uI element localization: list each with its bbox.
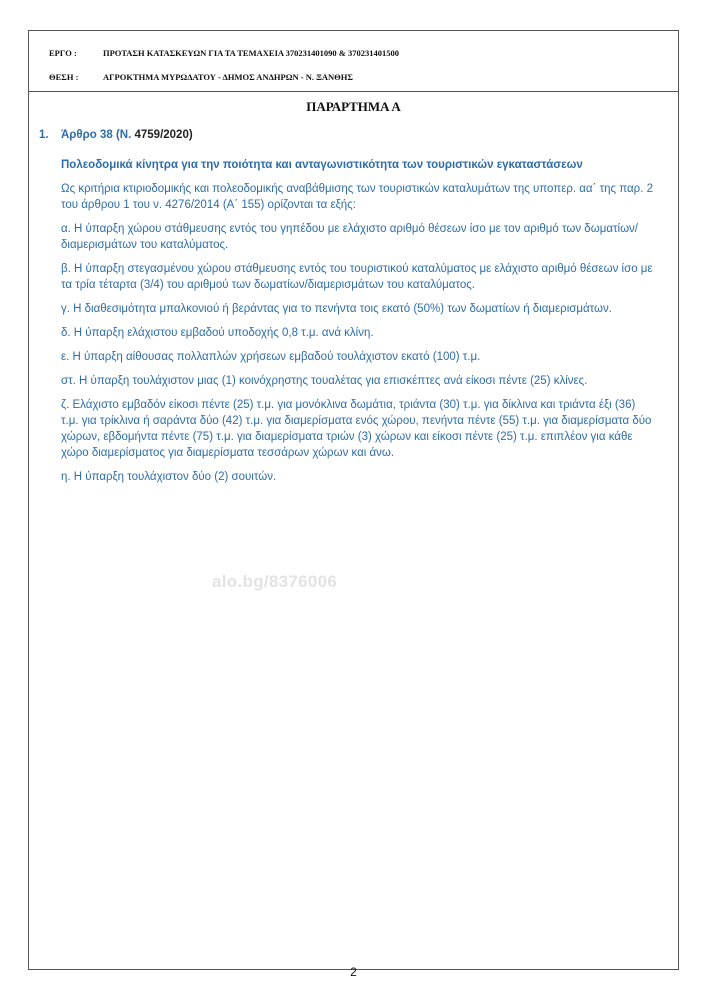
article-heading: [39, 127, 653, 143]
article-number: 1.: [39, 129, 49, 141]
criterion-eta: η. Η ύπαρξη τουλάχιστον δύο (2) σουιτών.: [61, 471, 277, 483]
intro-paragraph: Ως κριτήρια κτιριοδομικής και πολεοδομικής αναβάθμισης των τουριστικών καταλυμάτων της υποπερ. αα΄ της παρ. 2 του άρθρου 1 του ν. 4276/2014 (Α΄ 155) ορίζονται τα εξής:: [61, 183, 653, 211]
criterion-alpha: α. Η ύπαρξη χώρου στάθμευσης εντός του γηπέδου με ελάχιστο αριθμό θέσεων ίσο με τον αριθμό των δωματίων/διαμερισμάτων του καταλύματος.: [61, 223, 638, 251]
criterion-epsilon: ε. Η ύπαρξη αίθουσας πολλαπλών χρήσεων εμβαδού τουλάχιστον εκατό (100) τ.μ.: [61, 351, 481, 363]
thesi-label: ΘΕΣΗ :: [49, 72, 79, 82]
ergo-value: ΠΡΟΤΑΣΗ ΚΑΤΑΣΚΕΥΩΝ ΓΙΑ ΤΑ ΤΕΜΑΧΕΙΑ 370231401090 & 370231401500: [103, 48, 400, 58]
criterion-st: στ. Η ύπαρξη τουλάχιστον μιας (1) κοινόχρηστης τουαλέτας για επισκέπτες ανά είκοσι πέντε (25) κλίνες.: [61, 375, 588, 387]
annex-title: ΠΑΡΑΡΤΗΜΑ Α: [306, 99, 401, 114]
header-separator: [29, 91, 678, 92]
document-body: [39, 127, 653, 493]
article-law: 4759/2020): [134, 129, 193, 141]
thesi-value: ΑΓΡΟΚΤΗΜΑ ΜΥΡΩΔΑΤΟΥ - ΔΗΜΟΣ ΑΝΔΗΡΩΝ - Ν. ΞΑΝΘΗΣ: [103, 72, 353, 82]
criterion-delta: δ. Η ύπαρξη ελάχιστου εμβαδού υποδοχής 0,8 τ.μ. ανά κλίνη.: [61, 327, 374, 339]
watermark-text: alo.bg/8376006: [212, 572, 338, 591]
header-thesi-row: [29, 65, 678, 89]
page-frame: [28, 30, 679, 979]
criterion-zeta: ζ. Ελάχιστο εμβαδόν είκοσι πέντε (25) τ.μ. για μονόκλινα δωμάτια, τριάντα (30) τ.μ. για δίκλινα και τριάντα έξι (36) τ.μ. για τρίκλινα ή σαράντα δύο (42) τ.μ. για διαμερίσματα ενός χώρου, πενήντα πέντε (55) τ.μ. για διαμερίσματα δύο χώρων, εβδομήντα πέντε (75) τ.μ. για διαμερίσματα τριών (3) χώρων και είκοσι πέντε (25) τ.μ. επιπλέον για κάθε χώρο διαμερίσματος για διαμερίσματα τεσσάρων χώρων και άνω.: [61, 399, 652, 459]
criterion-beta: β. Η ύπαρξη στεγασμένου χώρου στάθμευσης εντός του τουριστικού καταλύματος με ελάχιστο αριθμό θέσεων ίσο με τα τρία τέταρτα (3/4) του αριθμού των δωματίων/διαμερισμάτων του καταλύματος.: [61, 263, 653, 291]
page-number: 2: [350, 965, 357, 979]
ergo-label: ΕΡΓΟ :: [49, 48, 77, 58]
article-subtitle: Πολεοδομικά κίνητρα για την ποιότητα και ανταγωνιστικότητα των τουριστικών εγκαταστάσεων: [61, 159, 583, 171]
article-text: Άρθρο 38 (Ν.: [61, 129, 135, 141]
header-ergo-row: [29, 41, 678, 65]
criterion-gamma: γ. Η διαθεσιμότητα μπαλκονιού ή βεράντας για το πενήντα τοις εκατό (50%) των δωματίων ή διαμερισμάτων.: [61, 303, 612, 315]
